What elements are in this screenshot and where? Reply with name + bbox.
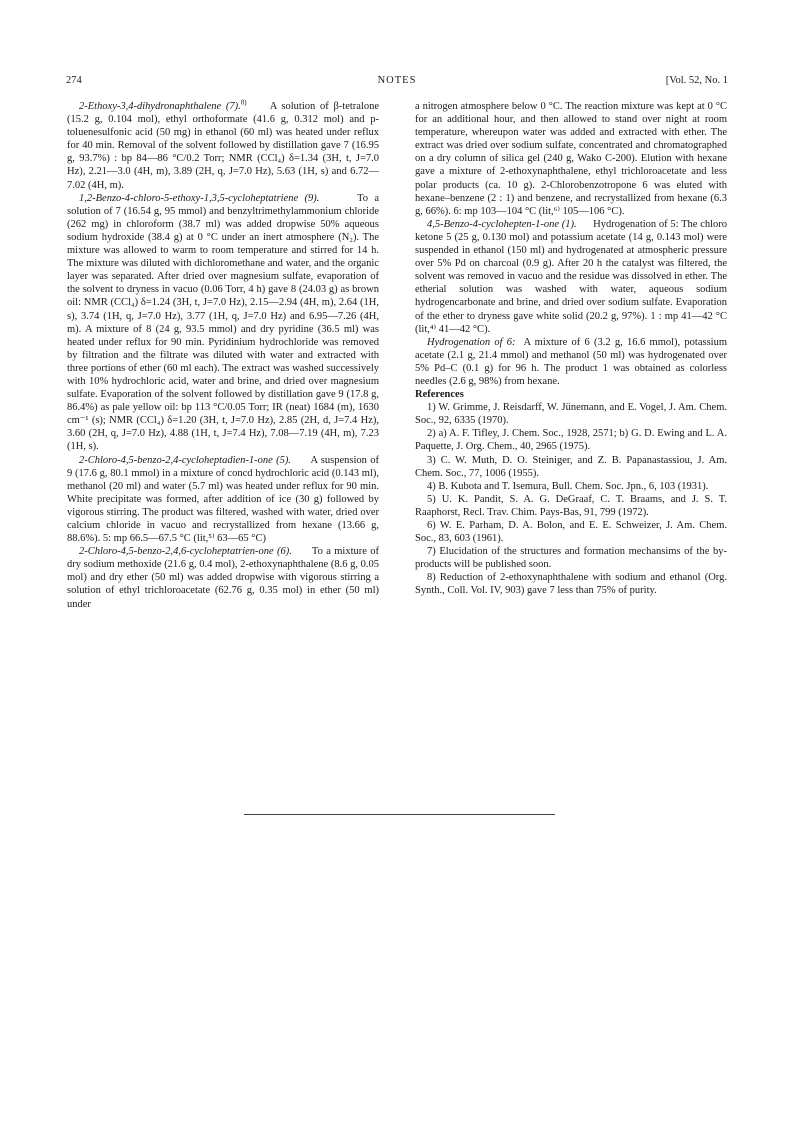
paragraph [67, 545, 379, 610]
right-column [415, 100, 727, 598]
reference-item: 6) W. E. Parham, D. A. Bolon, and E. E. Schweizer, J. Am. Chem. Soc., 83, 603 (1961). [415, 520, 727, 545]
reference-item: 3) C. W. Muth, D. O. Steiniger, and Z. B. Papanastassiou, J. Am. Chem. Soc., 77, 1006 (1955). [415, 454, 727, 479]
volume-info: [Vol. 52, No. 1 [665, 75, 728, 86]
paragraph [415, 218, 727, 336]
compound-title: Hydrogenation of 6: [427, 336, 516, 348]
page-header [66, 74, 728, 88]
paragraph-text: A mixture of 6 (3.2 g, 16.6 mmol), potassium acetate (2.1 g, 21.4 mmol) and methanol (50 ml) was hydrogenated over 5% Pd–C (0.1 g) for 96 h. The product 1 was obtained as colorless needles (2.6 g, 98%) from hexane. [415, 336, 727, 387]
reference-item: 5) U. K. Pandit, S. A. G. DeGraaf, C. T. Braams, and J. S. T. Raaphorst, Recl. Trav. Chim. Pays-Bas, 91, 799 (1972). [415, 493, 727, 518]
paragraph-text: A suspension of 9 (17.6 g, 80.1 mmol) in a mixture of concd hydrochloric acid (0.143 ml), methanol (20 ml) and water (5.7 ml) was heated under reflux for 90 min. White precipitate was formed, after addition of ice (30 g) followed by vigorous stirring. The product was filtered, washed with water, dried over calcium chloride in vacuo and recrystallized from hexane (13.66 g, 88.6%). 5: mp 66.5—67.5 °C (lit,⁵⁾ 63—65 °C) [67, 454, 379, 545]
left-column [67, 100, 379, 611]
reference-item: 1) W. Grimme, J. Reisdarff, W. Jünemann, and E. Vogel, J. Am. Chem. Soc., 92, 6335 (1970). [415, 402, 727, 427]
paragraph-text: To a solution of 7 (16.54 g, 95 mmol) and benzyltrimethylammonium chloride (262 mg) in chloroform (38.7 ml) was added dropwise 50% aqueous sodium hydroxide (38.4 g) at 0 °C under an inert atmosphere (N₂). The mixture was allowed to warm to room temperature and stirred for 14 h. The mixture was diluted with dichloromethane and water, and the organic layer was separated. After dried over magnesium sulfate, evaporation of the solvent to dryness in vacuo (0.06 Torr, 4 h) gave 8 (24.03 g) as brown oil: NMR (CCl₄) δ=1.24 (3H, t, J=7.0 Hz), 2.15—2.94 (4H, m), 2.64 (1H, s), 3.74 (1H, q, J=7.0 Hz), 3.77 (1H, q, J=7.0 Hz) and 6.95—7.26 (4H, m). A mixture of 8 (24 g, 93.5 mmol) and dry pyridine (36.5 ml) was heated under reflux for 90 min. Pyridinium hydrochloride was removed by filtration and the filtrate was diluted with water and extracted with three portions of ether (60 ml each). The extract was washed successively with 10% hydrochloric acid, water and brine, and dried over magnesium sulfate. Evaporation of the solvent followed by distillation gave 9 (17.8 g, 86.4%) as pale yellow oil: bp 113 °C/0.05 Torr; IR (neat) 1684 (m), 1630 cm⁻¹ (s); NMR (CCl₄) δ=1.20 (3H, t, J=7.0 Hz), 2.85 (2H, d, J=7.4 Hz), 3.60 (2H, q, J=7.0 Hz), 4.88 (1H, t, J=7.4 Hz), 7.08—7.19 (4H, m), 7.23 (1H, s). [67, 192, 379, 453]
reference-item: 2) a) A. F. Tifley, J. Chem. Soc., 1928, 2571; b) G. D. Ewing and L. A. Paquette, J. Org. Chem., 40, 2965 (1975). [415, 428, 727, 453]
compound-title: 4,5-Benzo-4-cyclohepten-1-one (1). [427, 218, 577, 230]
paragraph [415, 100, 727, 218]
compound-title: 2-Ethoxy-3,4-dihydronaphthalene (7). [79, 101, 241, 112]
reference-item: 7) Elucidation of the structures and formation mechansims of the by-products will be published soon. [415, 546, 727, 571]
paragraph-text: a nitrogen atmosphere below 0 °C. The reaction mixture was kept at 0 °C for an additional hour, and then allowed to stand over night at room temperature, whereupon water was added and extracted with ether. The extract was dried over sodium sulfate, concentrated and chromatographed on a dry column of silica gel (240 g, Wako C-200). Elution with hexane gave a mixture of 2-ethoxynaphthalene, ethyl trichloroacetate and less polar products (ca. 10 g). 2-Chlorobenzotropone 6 was eluted with hexane–benzene (2 : 1) and benzene, and recrystallized from hexane (6.3 g, 66%). 6: mp 103—104 °C (lit,⁶⁾ 105—106 °C). [415, 101, 727, 217]
page-number: 274 [66, 75, 82, 86]
references-heading: References [415, 389, 464, 401]
paragraph-text: Hydrogenation of 5: The chloro ketone 5 (25 g, 0.130 mol) and potassium acetate (14 g, 0.143 mol) were suspended in ethanol (150 ml) and hydrogenated at atmospheric pressure over 5% Pd on charcoal (0.9 g). After 20 h the catalyst was filtered, the solvent was removed in vacuo and the residue was dissolved in ether. The etherial solution was washed with water, aqueous sodium hydrogencarbonate and brine, and dried over sodium sulfate. Evaporation of the ether to dryness gave white solid (20.2 g, 97%). 1 : mp 41—42 °C (lit,⁴⁾ 41—42 °C). [415, 218, 728, 335]
paragraph [67, 192, 379, 454]
reference-item: 8) Reduction of 2-ethoxynaphthalene with sodium and ethanol (Org. Synth., Coll. Vol. IV, 903) gave 7 less than 75% of purity. [415, 572, 727, 597]
reference-item: 4) B. Kubota and T. Isemura, Bull. Chem. Soc. Jpn., 6, 103 (1931). [427, 480, 709, 492]
paragraph [67, 100, 379, 192]
end-rule [244, 814, 555, 815]
compound-title: 1,2-Benzo-4-chloro-5-ethoxy-1,3,5-cycloheptatriene (9). [79, 192, 320, 204]
paragraph-text: To a mixture of dry sodium methoxide (21.6 g, 0.4 mol), 2-ethoxynaphthalene (8.6 g, 0.05 mol) and dry ether (50 ml) was added dropwise with vigorous stirring a solution of ethyl trichloroacetate (62.76 g, 0.35 mol) in ether (50 ml) under [67, 546, 380, 610]
footnote-ref: 8) [240, 98, 247, 107]
paragraph [415, 336, 727, 388]
compound-title: 2-Chloro-4,5-benzo-2,4,6-cycloheptatrien-one (6). [79, 546, 292, 558]
paragraph [67, 454, 379, 546]
running-title: NOTES [377, 75, 417, 86]
paragraph-text: A solution of β-tetralone (15.2 g, 0.104 mol), ethyl orthoformate (41.6 g, 0.312 mol) and p-toluenesulfonic acid (50 mg) in ethanol (60 ml) was heated under reflux for 40 min. Removal of the solvent followed by distillation gave 7 (16.95 g, 93.7%) : bp 84—86 °C/0.2 Torr; NMR (CCl₄) δ=1.34 (3H, t, J=7.0 Hz), 2.21—3.0 (4H, m), 3.89 (2H, q, J=7.0 Hz), 5.63 (1H, s) and 6.72—7.02 (4H, m). [67, 101, 380, 191]
reference-list [415, 401, 727, 597]
compound-title: 2-Chloro-4,5-benzo-2,4-cycloheptadien-1-one (5). [79, 454, 292, 466]
